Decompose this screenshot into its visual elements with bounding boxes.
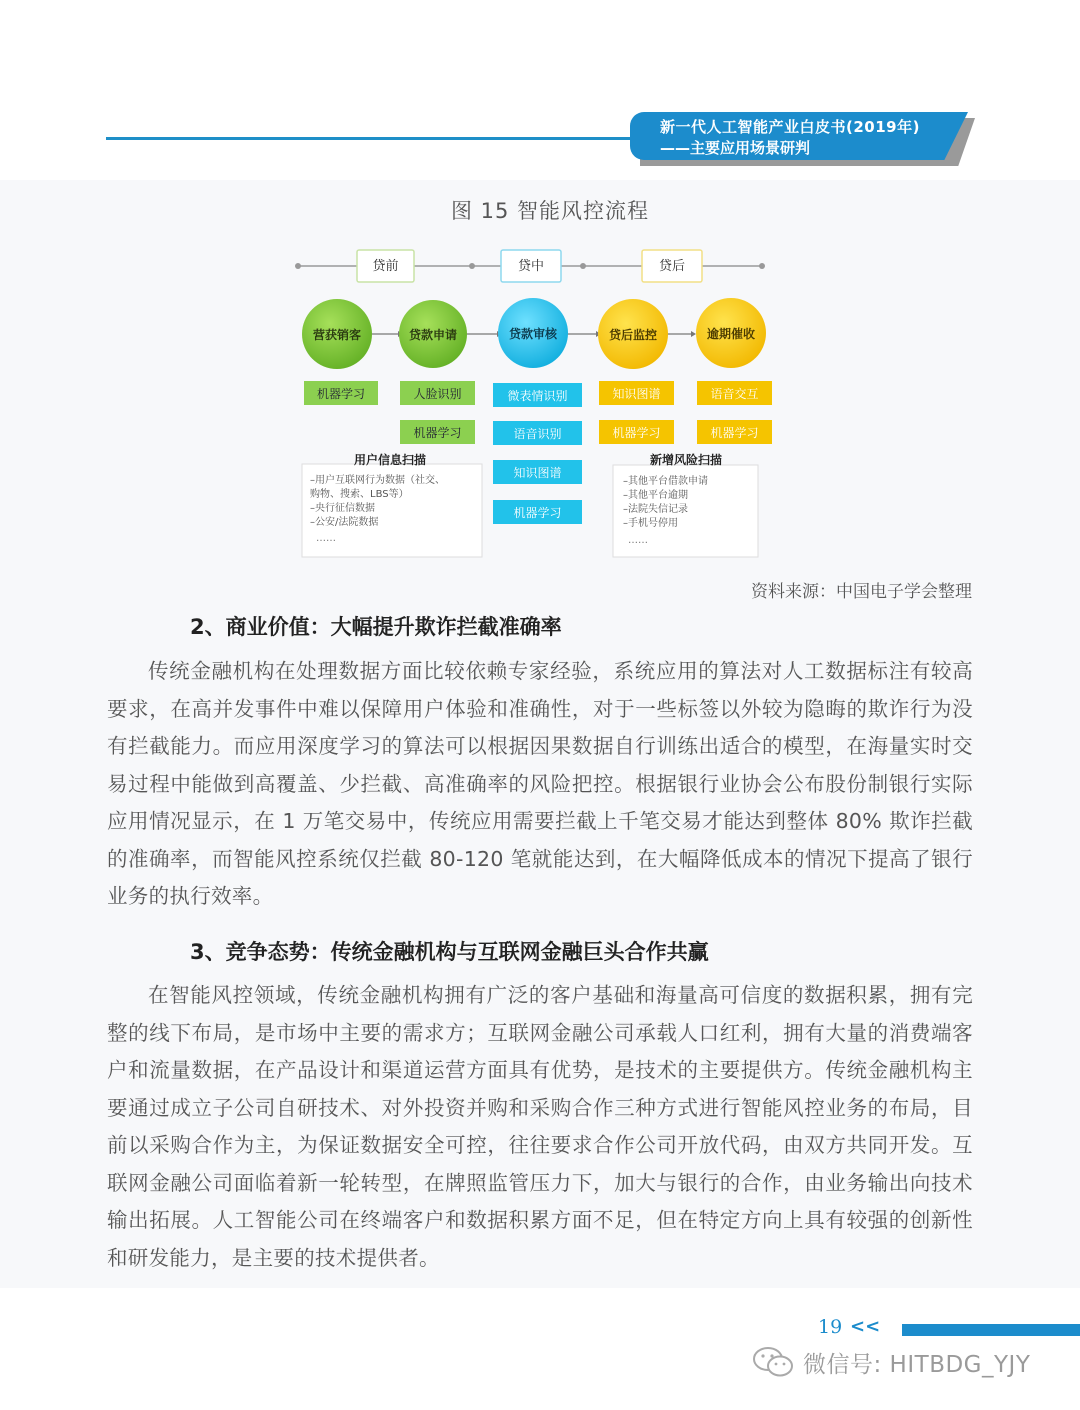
- page-number: 19: [818, 1316, 843, 1338]
- header-title: 新一代人工智能产业白皮书(2019年): [660, 118, 920, 136]
- section3-heading: 3、竞争态势：传统金融机构与互联网金融巨头合作共赢: [190, 940, 709, 964]
- section2-paragraph: 传统金融机构在处理数据方面比较依赖专家经验，系统应用的算法对人工数据标注有较高要求，在高并发事件中难以保障用户体验和准确性，对于一些标签以外较为隐晦的欺诈行为没有拦截能力。而应用深度学习的算法可以根据因果数据自行训练出适合的模型，在海量实时交易过程中能做到高覆盖、少拦截、高准确率的风险把控。根据银行业协会公布股份制银行实际应用情况显示，在 1 万笔交易中，传统应用需要拦截上千笔交易才能达到整体 80% 欺诈拦截的准确率，而智能风控系统仅拦截 80-120 笔就能达到，在大幅降低成本的情况下提高了银行业务的执行效率。: [107, 659, 973, 908]
- phase-pre-loan: 贷前: [372, 259, 399, 274]
- step-label-monitoring: 贷后监控: [608, 328, 658, 342]
- section3-paragraph: 在智能风控领域，传统金融机构拥有广泛的客户基础和海量高可信度的数据积累，拥有完整的线下布局，是市场中主要的需求方；互联网金融公司承载人口红利，拥有大量的消费端客户和流量数据，在产品设计和渠道运营方面具有优势，是技术的主要提供方。传统金融机构主要通过成立子公司自研技术、对外投资并购和采购合作三种方式进行智能风控业务的布局，目前以采购合作为主，为保证数据安全可控，往往要求合作公司开放代码，由双方共同开发。互联网金融公司面临着新一轮转型，在牌照监管压力下，加大与银行的合作，由业务输出向技术输出拓展。人工智能公司在终端客户和数据积累方面不足，但在特定方向上具有较强的创新性和研发能力，是主要的技术提供者。: [107, 983, 973, 1270]
- step-label-collection: 逾期催收: [706, 327, 756, 341]
- tag-col2-1: 机器学习: [413, 426, 462, 440]
- user-info-title: 用户信息扫描: [353, 453, 427, 467]
- tag-col5-1: 机器学习: [710, 426, 759, 440]
- tag-col4-1: 机器学习: [612, 426, 661, 440]
- tag-col3-3: 机器学习: [513, 506, 562, 520]
- step-label-application: 贷款申请: [408, 328, 458, 342]
- tag-col1-0: 机器学习: [316, 387, 366, 401]
- tag-col4-0: 知识图谱: [612, 387, 661, 401]
- header-subtitle: ——主要应用场景研判: [660, 139, 811, 157]
- step-label-review: 贷款审核: [508, 327, 558, 341]
- risk-scan-line: –法院失信记录: [623, 504, 688, 515]
- header-rule: [106, 137, 666, 140]
- user-info-line: –公安/法院数据: [310, 517, 379, 528]
- section2-heading: 2、商业价值：大幅提升欺诈拦截准确率: [190, 615, 562, 639]
- footer-bar: [902, 1324, 1080, 1336]
- figure-source: 资料来源：中国电子学会整理: [751, 582, 972, 602]
- page-arrows: <<: [850, 1316, 881, 1337]
- risk-scan-line: –其他平台借款申请: [623, 476, 708, 487]
- phase-post-loan: 贷后: [658, 259, 686, 274]
- risk-scan-line: ……: [628, 535, 648, 546]
- tag-col2-0: 人脸识别: [413, 387, 462, 401]
- user-info-line: ……: [316, 533, 336, 544]
- user-info-line: 购物、搜索、LBS等）: [310, 489, 409, 500]
- figure-title: 图 15 智能风控流程: [450, 199, 650, 223]
- user-info-line: –央行征信数据: [310, 503, 375, 514]
- tag-col3-2: 知识图谱: [513, 466, 562, 480]
- risk-control-flow-diagram: [290, 245, 780, 565]
- phase-in-loan: 贷中: [517, 259, 545, 274]
- tag-col3-1: 语音识别: [513, 427, 562, 441]
- risk-scan-title: 新增风险扫描: [649, 453, 723, 467]
- step-label-acquisition: 营获销客: [312, 328, 362, 342]
- wechat-icon: [752, 1345, 796, 1379]
- tag-col5-0: 语音交互: [710, 387, 759, 401]
- risk-scan-line: –其他平台逾期: [623, 490, 688, 501]
- watermark-text: 微信号: HITBDG_YJY: [803, 1352, 1031, 1378]
- user-info-line: –用户互联网行为数据（社交、: [310, 475, 445, 486]
- risk-scan-line: –手机号停用: [623, 518, 678, 529]
- tag-col3-0: 微表情识别: [507, 389, 568, 403]
